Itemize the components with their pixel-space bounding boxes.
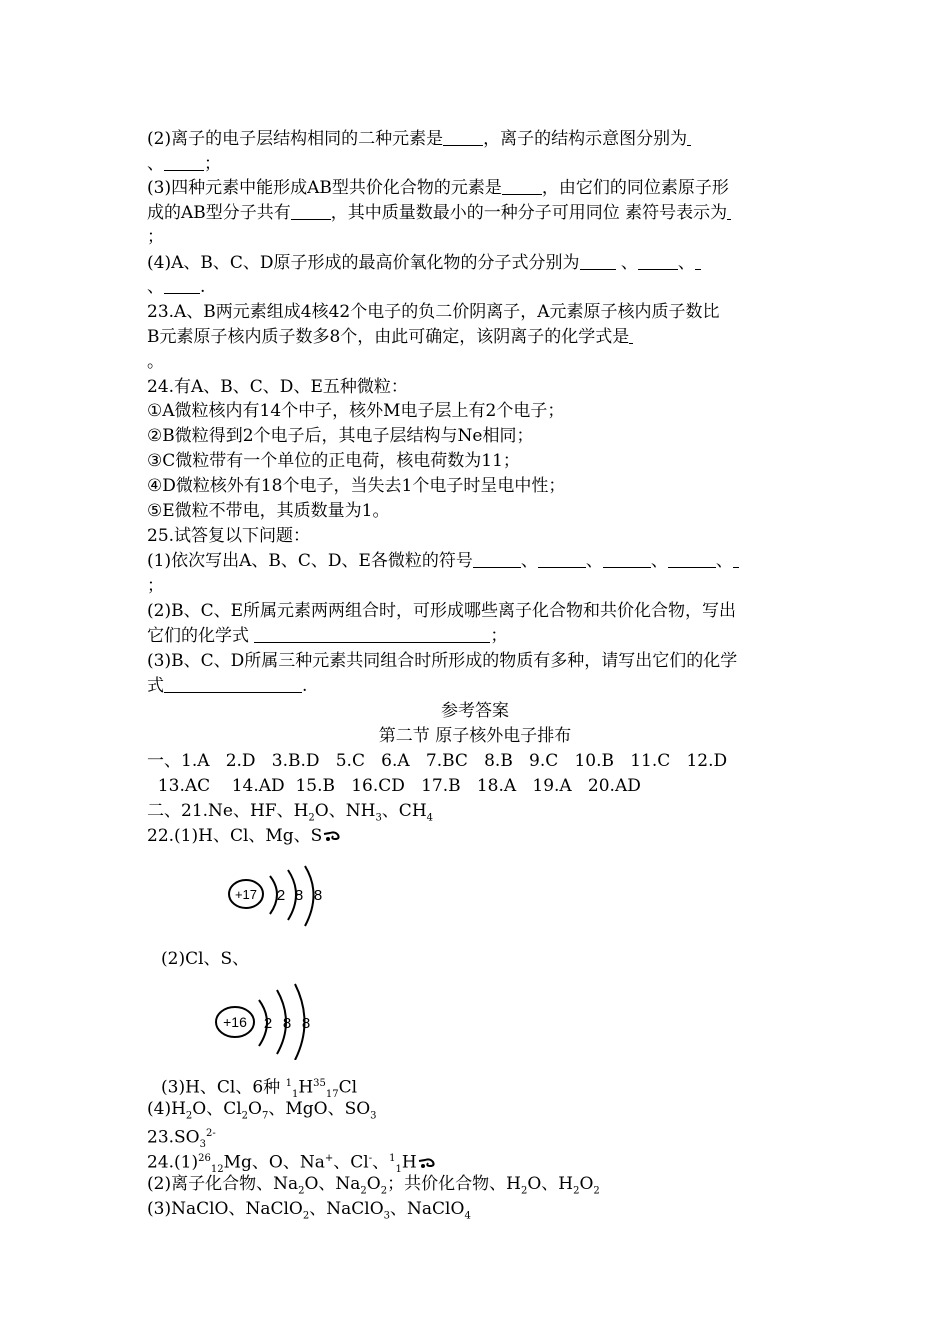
answer-22-1: 22.(1)H、Cl、Mg、S: [147, 825, 342, 847]
s-ion-structure-diagram: [211, 978, 326, 1064]
nucleus-charge: +16: [223, 1014, 247, 1030]
q22-3-line-c: ；: [147, 227, 164, 247]
answer-blank: [538, 551, 586, 568]
nucleus-charge: +17: [234, 887, 258, 902]
q25-2-line-b: 它们的化学式 ；: [147, 626, 508, 646]
answer-blank: [473, 551, 521, 568]
q24-item-3: ③C微粒带有一个单位的正电荷，核电荷数为11；: [147, 451, 520, 471]
squiggle-mark-icon: [322, 829, 342, 843]
shell-2-count: 8: [294, 887, 304, 904]
answer-blank: [291, 203, 331, 220]
q25-3-line-a: (3)B、C、D所属三种元素共同组合时所形成的物质有多种，请写出它们的化学: [147, 651, 738, 671]
shell-3-count: 8: [313, 887, 323, 904]
shell-3-count: 8: [301, 1015, 311, 1032]
answer-23: $23.SO_3^{2-}$: [147, 1127, 216, 1151]
answer-blank: [727, 203, 731, 220]
answer-blank: [254, 626, 490, 643]
q25-1-line-end: ；: [147, 576, 164, 596]
answer-blank: [629, 327, 633, 344]
q25-2-line-a: (2)B、C、E所属元素两两组合时，可形成哪些离子化合物和共价化合物，写出: [147, 601, 736, 621]
answer-blank: [695, 253, 701, 270]
q22-4-line: (4)A、B、C、D原子形成的最高价氧化物的分子式分别为 、 、: [147, 252, 701, 274]
answer-blank: [443, 129, 483, 146]
q23-line-b: B元素原子核内质子数多8个，由此可确定，该阴离子的化学式是: [147, 326, 633, 348]
q24-item-5: ⑤E微粒不带电，其质数量为1。: [147, 501, 390, 521]
q22-2-line-b: 、 ；: [147, 154, 221, 174]
answers-part1-line2: 13.AC 14.AD 15.B 16.CD 17.B 18.A 19.A 20.AD: [147, 776, 641, 796]
q25-title: 25.试答复以下问题：: [147, 526, 311, 546]
q23-line-a: 23.A、B两元素组成4核42个电子的负二价阴离子，A元素原子核内质子数比: [147, 302, 720, 322]
answer-blank: [668, 551, 716, 568]
q24-title: 24.有A、B、C、D、E五种微粒：: [147, 377, 408, 397]
answer-blank: [164, 277, 200, 294]
q22-3-line-a: (3)四种元素中能形成AB型共价化合物的元素是 ，由它们的同位素原子形: [147, 178, 729, 198]
squiggle-mark-icon: [417, 1156, 437, 1170]
answer-22-2: (2)Cl、S、: [161, 949, 250, 969]
shell-1-count: 2: [263, 1015, 273, 1032]
answer-blank: [603, 551, 651, 568]
q24-item-1: ①A微粒核内有14个中子，核外M电子层上有2个电子；: [147, 401, 565, 421]
q22-3-line-b: 成的AB型分子共有 ，其中质量数最小的一种分子可用同位 素符号表示为: [147, 202, 731, 224]
answer-24-1: $24.(1)^{26}_{12}Mg$、O、Na+、Cl-、$^1_1$H: [147, 1148, 437, 1181]
answer-blank: [733, 551, 739, 568]
q25-1-line: (1)依次写出A、B、C、D、E各微粒的符号 、 、 、 、: [147, 550, 739, 572]
answer-blank: [164, 154, 204, 171]
answer-22-3: (3)H、Cl、6种 $^1_1H^{35}_{17}Cl$: [161, 1077, 358, 1101]
answer-22-4: $(4)H_2O$、$Cl_2O_7$、MgO、$SO_3$: [147, 1099, 377, 1122]
q22-4-line-b: 、 .: [147, 277, 206, 297]
answer-blank: [580, 253, 616, 270]
answers-title: 参考答案: [441, 701, 509, 721]
q22-2-line: (2)离子的电子层结构相同的二种元素是 ，离子的结构示意图分别为: [147, 128, 691, 150]
answer-blank: [164, 676, 302, 693]
answer-blank: [638, 253, 678, 270]
q23-line-c: 。: [147, 352, 164, 372]
q24-item-4: ④D微粒核外有18个电子，当失去1个电子时呈电中性；: [147, 476, 566, 496]
q24-item-2: ②B微粒得到2个电子后，其电子层结构与Ne相同；: [147, 426, 534, 446]
shell-1-count: 2: [276, 887, 286, 904]
q25-3-line-b: 式 .: [147, 676, 308, 696]
answers-part1-line1: 一、1.A 2.D 3.B.D 5.C 6.A 7.BC 8.B 9.C 10.B 11.C 12.D: [147, 751, 728, 771]
answer-21: 二、21.Ne、HF、$H_2O$、$NH_3$、$CH_4$: [147, 801, 434, 824]
shell-2-count: 8: [282, 1015, 292, 1032]
answer-24-3: (3)NaClO、NaClO$_2$、NaClO$_3$、NaClO$_4$: [147, 1199, 471, 1222]
answer-blank: [687, 129, 691, 146]
cl-ion-structure-diagram: [222, 862, 332, 936]
answer-24-2: (2)离子化合物、$Na_2O$、$Na_2O_2$；共价化合物、$H_2O$、$H_2O_2$: [147, 1174, 600, 1197]
answers-section-title: 第二节 原子核外电子排布: [378, 726, 572, 746]
answer-blank: [502, 178, 542, 195]
